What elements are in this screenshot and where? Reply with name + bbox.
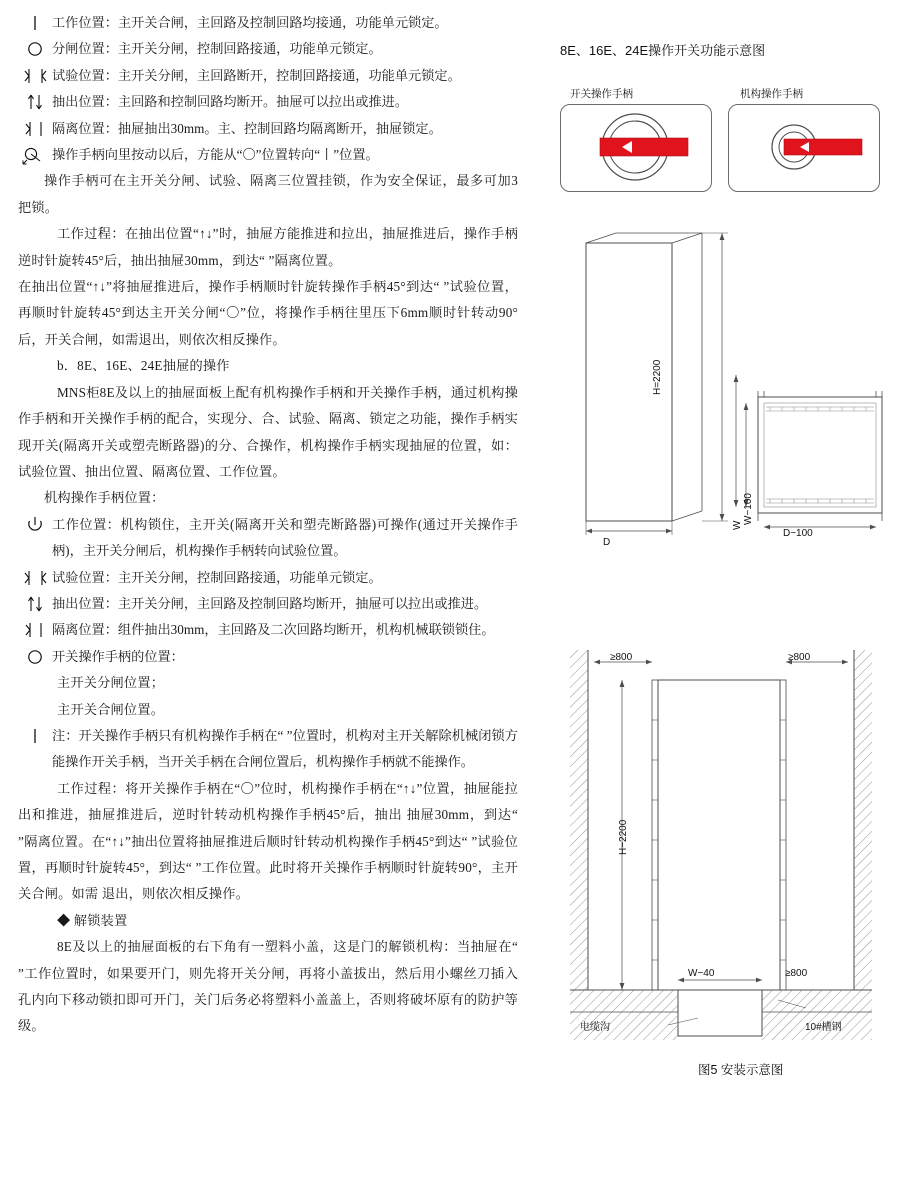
push-handle-icon	[18, 142, 52, 168]
definition-text: 开关操作手柄的位置：	[52, 648, 184, 664]
switch-handle-graphic	[560, 104, 710, 190]
cabinet-height-label: H=2200	[652, 359, 663, 395]
note-row	[18, 723, 518, 776]
mechanism-handle-graphic	[728, 104, 878, 190]
definition-row	[18, 512, 518, 565]
definition-row	[18, 89, 518, 115]
paragraph: 机构操作手柄位置：	[44, 490, 165, 506]
definition-row	[18, 644, 518, 670]
cabinet-width-label: W	[732, 520, 743, 530]
definition-row	[18, 565, 518, 591]
clearance-front-label: ≥800	[785, 968, 808, 979]
definition-row	[18, 116, 518, 142]
handle-diagram	[552, 70, 892, 210]
paragraph: 工作过程：将开关操作手柄在“〇”位时，机构操作手柄在“↑↓”位置，抽屉能拉出和推进，抽屉推进后，逆时针转动机构操作手柄45°后，抽出 抽屉30mm，到达“ ”隔离位置。在“↑↓”抽出位置将抽屉推进后顺时针转动机构操作手柄45°到达“ ”试验位置，再顺时针旋转45°，到达“ ”工作位置。此时将开关操作手柄顺时针旋转90°，主开关合闸。如需 退出，则依次相反操作。	[18, 780, 518, 902]
cabinet-depth-minus-label: D−100	[783, 528, 813, 539]
mechanism-handle-label: 机构操作手柄	[740, 88, 803, 100]
paragraph: 在抽出位置“↑↓”将抽屉推进后，操作手柄顺时针旋转操作手柄45°到达“ ”试验位置，再顺时针旋转45°到达主开关分闸“〇”位，将操作手柄往里压下6mm顺时针转动90°后，开关合闸，如需退出，则依次相反操作。	[18, 279, 518, 347]
clearance-right-label: ≥800	[788, 652, 811, 663]
left-text-column	[18, 10, 518, 1040]
switch-handle-label: 开关操作手柄	[570, 88, 633, 100]
vertical-bar-icon	[18, 10, 52, 36]
test-position-icon	[18, 565, 52, 591]
definition-text: 隔离位置：抽屉抽出30mm。主、控制回路均隔离断开，抽屉锁定。	[52, 120, 442, 136]
paragraph: 主开关合闸位置。	[57, 701, 165, 717]
definition-text: 试验位置：主开关分闸，主回路断开，控制回路接通，功能单元锁定。	[52, 67, 461, 83]
channel-steel-label: 10#槽钢	[805, 1022, 842, 1033]
circle-icon	[18, 644, 52, 670]
section-heading: ◆ 解锁装置	[57, 912, 128, 928]
figure-caption: 图5 安装示意图	[698, 1063, 784, 1077]
note-text: 注：开关操作手柄只有机构操作手柄在“ ”位置时，机构对主开关解除机械闭锁方能操作开关手柄，当开关手柄在合闸位置后，机构操作手柄就不能操作。	[52, 727, 518, 770]
definition-text: 分闸位置：主开关分闸，控制回路接通，功能单元锁定。	[52, 41, 382, 57]
right-figure-column	[540, 0, 900, 1188]
paragraph: 8E及以上的抽屉面板的右下角有一塑料小盖，这是门的解锁机构：当抽屉在“ ”工作位置时，如果要开门，则先将开关分闸，再将小盖拔出，然后用小螺丝刀插入孔内向下移动锁扣即可开门，关门后务必将塑料小盖盖上，否则将破坏原有的防护等级。	[18, 939, 518, 1034]
cable-trench-label: 电缆沟	[580, 1022, 610, 1033]
paragraph: MNS柜8E及以上的抽屉面板上配有机构操作手柄和开关操作手柄，通过机构操作手柄和开关操作手柄的配合，实现分、合、试验、隔离、锁定之功能，操作手柄实现开关(隔离开关或塑壳断路器)的分、合操作，机构操作手柄实现抽屉的位置，如：试验位置、抽出位置、隔离位置、工作位置。	[18, 384, 518, 479]
definition-row	[18, 63, 518, 89]
paragraph: 主开关分闸位置；	[57, 675, 165, 691]
circle-icon	[18, 36, 52, 62]
clearance-left-label: ≥800	[610, 652, 633, 663]
definition-text: 试验位置：主开关分闸，控制回路接通，功能单元锁定。	[52, 569, 382, 585]
definition-text: 隔离位置：组件抽出30mm，主回路及二次回路均断开，机构机械联锁锁住。	[52, 622, 495, 638]
installation-drawing	[548, 640, 894, 1060]
cabinet-depth-label: D	[603, 537, 611, 548]
definition-text: 工作位置：机构锁住，主开关(隔离开关和塑壳断路器)可操作(通过开关操作手柄)，主开关分闸后，机构操作手柄转向试验位置。	[52, 516, 518, 559]
definition-text: 抽出位置：主回路和控制回路均断开。抽屉可以拉出或推进。	[52, 94, 409, 110]
up-down-arrow-icon	[18, 89, 52, 115]
paragraph: 操作手柄可在主开关分闸、试验、隔离三位置挂锁，作为安全保证，最多可加3把锁。	[18, 173, 518, 215]
definition-row	[18, 617, 518, 643]
definition-text: 工作位置：主开关合闸，主回路及控制回路均接通，功能单元锁定。	[52, 15, 448, 30]
definition-row	[18, 142, 518, 168]
cabinet-width-minus-label: W−100	[743, 493, 754, 525]
definition-row	[18, 36, 518, 62]
cabinet-dimension-drawing	[550, 215, 900, 575]
up-down-arrow-icon	[18, 591, 52, 617]
paragraph: 工作过程：在抽出位置“↑↓”时，抽屉方能推进和拉出，抽屉推进后，操作手柄逆时针旋转45°后，抽出抽屉30mm，到达“ ”隔离位置。	[18, 226, 518, 268]
definition-row	[18, 10, 518, 36]
test-position-icon	[18, 63, 52, 89]
install-height-label: H−2200	[618, 819, 629, 855]
vertical-bar-icon	[18, 723, 52, 749]
isolate-position-icon	[18, 617, 52, 643]
paragraph: b．8E、16E、24E抽屉的操作	[57, 358, 230, 374]
power-symbol-icon	[18, 512, 52, 538]
figure-title: 8E、16E、24E操作开关功能示意图	[560, 43, 766, 58]
definition-row	[18, 591, 518, 617]
install-width-label: W−40	[688, 968, 715, 979]
definition-text: 抽出位置：主开关分闸，主回路及控制回路均断开，抽屉可以拉出或推进。	[52, 595, 488, 611]
isolate-position-icon	[18, 116, 52, 142]
definition-text: 操作手柄向里按动以后，方能从“〇”位置转向“丨”位置。	[52, 147, 379, 163]
